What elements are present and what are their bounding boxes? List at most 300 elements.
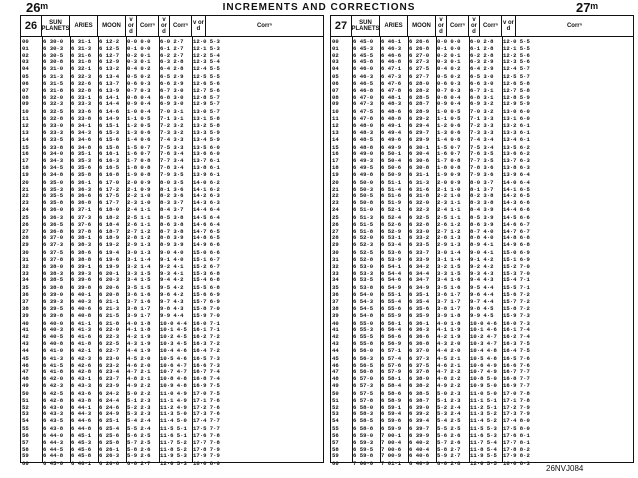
correction-cell: 6·2 2·7 <box>160 51 184 59</box>
seconds-cell: 60 <box>332 460 339 468</box>
correction-cell: 8·0 3·7 <box>470 178 494 186</box>
moon-cell: 6 38·0 <box>409 375 430 383</box>
aries-cell: 6 51·9 <box>381 199 402 207</box>
sun-planets-cell: 6 33·3 <box>43 128 64 136</box>
aries-cell: 6 49·4 <box>381 128 402 136</box>
seconds-cell: 01 <box>22 44 29 52</box>
correction-cell: 17·1 7·8 <box>503 396 530 404</box>
aries-cell: 6 56·1 <box>381 319 402 327</box>
seconds-cell: 22 <box>332 192 339 200</box>
moon-cell: 6 18·9 <box>99 234 120 242</box>
aries-cell: 6 57·6 <box>381 361 402 369</box>
correction-cell: 5·4 2·4 <box>127 417 151 425</box>
sun-planets-cell: 6 45·8 <box>353 58 374 66</box>
aries-cell: 6 35·8 <box>71 170 92 178</box>
correction-cell: 13·6 6·0 <box>193 150 220 158</box>
correction-cell: 0·1 0·0 <box>437 44 461 52</box>
aries-cell: 6 45·1 <box>71 432 92 439</box>
correction-cell: 6·3 2·9 <box>470 58 494 66</box>
correction-cell: 3·5 1·5 <box>127 284 151 292</box>
column-divider <box>502 36 503 462</box>
correction-cell: 3·4 1·5 <box>127 276 151 284</box>
correction-cell: 16·1 7·1 <box>193 326 220 334</box>
correction-cell: 0·6 0·3 <box>437 80 461 87</box>
moon-cell: 6 30·1 <box>409 143 430 151</box>
moon-cell: 6 16·5 <box>99 164 120 171</box>
correction-cell: 8·9 3·9 <box>160 241 184 249</box>
moon-cell: 6 12·2 <box>99 38 120 45</box>
correction-cell: 17·8 8·2 <box>503 445 530 453</box>
correction-cell: 11·3 5·2 <box>470 410 497 418</box>
sun-planets-cell: 6 42·0 <box>43 375 64 383</box>
seconds-cell: 18 <box>332 164 339 171</box>
correction-cell: 8·6 3·9 <box>470 220 494 228</box>
correction-cell: 15·5 7·1 <box>503 284 530 292</box>
aries-cell: 6 36·3 <box>71 185 92 193</box>
aries-cell: 6 35·1 <box>71 150 92 158</box>
moon-cell: 6 27·7 <box>409 73 430 81</box>
moon-cell: 6 29·7 <box>409 128 430 136</box>
aries-cell: 6 54·9 <box>381 284 402 292</box>
seconds-cell: 31 <box>332 256 339 263</box>
sun-planets-cell: 6 47·0 <box>353 93 374 101</box>
sun-planets-cell: 6 48·0 <box>353 122 374 129</box>
moon-cell: 6 24·2 <box>99 390 120 397</box>
correction-cell: 8·3 3·7 <box>160 199 184 207</box>
sun-planets-cell: 6 38·8 <box>43 284 64 292</box>
sun-planets-cell: 6 53·8 <box>353 284 374 292</box>
moon-cell: 6 40·9 <box>409 460 430 468</box>
correction-cell: 2·3 1·1 <box>437 199 461 207</box>
aries-cell: 6 53·9 <box>381 256 402 263</box>
correction-cell: 10·3 4·7 <box>470 340 497 347</box>
moon-cell: 6 37·8 <box>409 368 430 376</box>
correction-cell: 4·1 1·8 <box>127 326 151 334</box>
correction-cell: 15·2 6·7 <box>193 262 220 270</box>
correction-cell: 11·2 5·1 <box>470 403 497 411</box>
correction-cell: 4·8 2·1 <box>127 375 151 383</box>
correction-cell: 5·6 2·5 <box>127 432 151 439</box>
correction-cell: 6·4 2·8 <box>160 65 184 73</box>
moon-cell: 6 32·3 <box>409 206 430 213</box>
sun-planets-cell: 6 30·8 <box>43 58 64 66</box>
seconds-cell: 19 <box>22 170 29 178</box>
moon-cell: 6 31·8 <box>409 192 430 200</box>
aries-cell: 6 31·1 <box>71 38 92 45</box>
correction-cell: 10·0 4·6 <box>470 319 497 327</box>
correction-cell: 9·9 4·5 <box>470 311 494 319</box>
aries-cell: 6 49·6 <box>381 135 402 143</box>
seconds-cell: 26 <box>22 220 29 228</box>
seconds-cell: 13 <box>22 128 29 136</box>
moon-cell: 6 24·4 <box>99 396 120 404</box>
correction-cell: 14·3 6·6 <box>503 199 530 207</box>
aries-cell: 6 56·6 <box>381 333 402 341</box>
aries-cell: 6 37·8 <box>71 227 92 235</box>
seconds-cell: 27 <box>22 227 29 235</box>
seconds-cell: 22 <box>22 192 29 200</box>
seconds-cell: 33 <box>22 269 29 277</box>
seconds-cell: 11 <box>332 115 339 123</box>
correction-cell: 7·9 3·6 <box>470 170 494 178</box>
aries-cell: 6 50·4 <box>381 157 402 165</box>
table-row <box>331 460 633 467</box>
correction-cell: 5·1 2·3 <box>437 396 461 404</box>
moon-cell: 6 17·7 <box>99 199 120 207</box>
correction-cell: 12·1 5·5 <box>503 44 530 52</box>
correction-cell: 11·5 5·1 <box>160 425 187 433</box>
correction-cell: 10·0 4·4 <box>160 319 187 327</box>
correction-cell: 5·9 2·6 <box>127 452 151 460</box>
seconds-cell: 27 <box>332 227 339 235</box>
table-row <box>21 417 323 424</box>
column-divider <box>126 36 127 462</box>
correction-cell: 3·0 1·3 <box>127 249 151 257</box>
correction-cell: 5·1 2·3 <box>127 396 151 404</box>
correction-cell: 17·4 7·7 <box>193 417 220 425</box>
aries-cell: 6 54·1 <box>381 262 402 270</box>
correction-cell: 1·5 0·7 <box>127 143 151 151</box>
correction-cell: 13·7 6·3 <box>503 157 530 165</box>
correction-cell: 8·2 3·6 <box>160 192 184 200</box>
column-divider <box>70 36 71 462</box>
correction-cell: 13·7 6·1 <box>193 157 220 165</box>
correction-cell: 16·3 7·5 <box>503 340 530 347</box>
aries-cell: 6 46·1 <box>381 38 402 45</box>
sun-planets-cell: 6 31·0 <box>43 65 64 73</box>
aries-cell: 7 00·1 <box>381 432 402 439</box>
correction-cell: 14·7 6·7 <box>503 227 530 235</box>
seconds-cell: 58 <box>332 445 339 453</box>
correction-cell: 6·1 2·7 <box>160 44 184 52</box>
correction-cell: 10·6 4·9 <box>470 361 497 369</box>
aries-cell: 6 41·1 <box>71 319 92 327</box>
correction-cell: 0·9 0·4 <box>127 100 151 108</box>
aries-cell: 6 47·8 <box>381 86 402 94</box>
moon-cell: 6 38·2 <box>409 382 430 389</box>
correction-cell: 11·7 5·2 <box>160 438 187 446</box>
seconds-cell: 59 <box>22 452 29 460</box>
correction-cell: 1·9 0·9 <box>437 170 461 178</box>
correction-cell: 3·9 1·7 <box>127 311 151 319</box>
moon-cell: 6 16·1 <box>99 150 120 158</box>
sun-planets-cell: 6 36·0 <box>43 206 64 213</box>
table-row <box>21 460 323 467</box>
correction-cell: 8·6 3·8 <box>160 220 184 228</box>
aries-cell: 6 35·3 <box>71 157 92 165</box>
correction-cell: 6·4 2·9 <box>470 65 494 73</box>
correction-cell: 4·7 2·1 <box>127 368 151 376</box>
correction-cell: 10·5 4·8 <box>470 354 497 362</box>
aries-cell: 6 39·8 <box>71 284 92 292</box>
correction-cell: 14·0 6·2 <box>193 178 220 186</box>
sun-planets-cell: 6 52·8 <box>353 256 374 263</box>
sun-planets-cell: 6 38·0 <box>43 262 64 270</box>
aries-cell: 6 43·8 <box>71 396 92 404</box>
moon-cell: 6 38·5 <box>409 390 430 397</box>
correction-cell: 15·0 6·9 <box>503 249 530 257</box>
seconds-cell: 06 <box>332 80 339 87</box>
correction-cell: 5·0 2·2 <box>127 390 151 397</box>
correction-cell: 4·0 1·8 <box>437 319 461 327</box>
correction-cell: 17·8 7·9 <box>193 445 220 453</box>
correction-cell: 16·1 7·4 <box>503 326 530 334</box>
sun-planets-header: SUN PLANETS <box>352 16 380 36</box>
aries-cell: 6 47·6 <box>381 80 402 87</box>
sun-planets-cell: 6 43·8 <box>43 425 64 433</box>
aries-cell: 6 32·8 <box>71 86 92 94</box>
correction-cell: 8·4 3·9 <box>470 206 494 213</box>
moon-cell: 6 15·1 <box>99 122 120 129</box>
moon-cell: 6 39·9 <box>409 432 430 439</box>
correction-cell: 15·4 7·1 <box>503 276 530 284</box>
correction-cell: 5·4 2·5 <box>437 417 461 425</box>
correction-cell: 1·8 0·8 <box>127 164 151 171</box>
moon-cell: 6 37·5 <box>409 361 430 369</box>
sun-planets-cell: 6 59·3 <box>353 438 374 446</box>
moon-cell: 6 22·0 <box>99 326 120 334</box>
aries-cell: 6 45·3 <box>71 438 92 446</box>
corr-header: Corrⁿ <box>256 23 273 29</box>
correction-cell: 2·7 1·2 <box>437 227 461 235</box>
table-header <box>331 16 633 37</box>
aries-cell: 6 46·6 <box>381 51 402 59</box>
seconds-cell: 50 <box>332 390 339 397</box>
aries-cell: 6 56·9 <box>381 340 402 347</box>
correction-cell: 16·8 7·4 <box>193 375 220 383</box>
correction-cell: 12·7 5·6 <box>193 86 220 94</box>
correction-cell: 12·2 5·4 <box>193 51 220 59</box>
moon-cell: 6 13·9 <box>99 86 120 94</box>
seconds-cell: 14 <box>22 135 29 143</box>
correction-cell: 14·2 6·3 <box>193 192 220 200</box>
correction-cell: 0·7 0·3 <box>437 86 461 94</box>
aries-cell: 6 42·6 <box>71 361 92 369</box>
aries-cell: 6 55·9 <box>381 311 402 319</box>
correction-cell: 2·7 1·2 <box>127 227 151 235</box>
moon-cell: 6 28·2 <box>409 86 430 94</box>
correction-cell: 10·6 4·7 <box>160 361 187 369</box>
aries-cell: 6 42·1 <box>71 346 92 354</box>
aries-cell: 6 33·1 <box>71 93 92 101</box>
correction-cell: 14·0 6·4 <box>503 178 530 186</box>
correction-cell: 5·9 2·7 <box>437 452 461 460</box>
sun-planets-cell: 6 41·3 <box>43 354 64 362</box>
aries-cell: 7 00·4 <box>381 438 402 446</box>
correction-cell: 3·2 1·4 <box>127 262 151 270</box>
column-divider <box>436 36 437 462</box>
correction-cell: 2·0 0·9 <box>437 178 461 186</box>
correction-cell: 3·1 1·4 <box>437 256 461 263</box>
moon-cell: 6 33·0 <box>409 227 430 235</box>
correction-cell: 13·3 6·1 <box>503 128 530 136</box>
seconds-cell: 10 <box>332 108 339 116</box>
sun-planets-cell: 6 59·8 <box>353 452 374 460</box>
moon-cell: 6 16·3 <box>99 157 120 165</box>
sun-planets-cell: 6 41·0 <box>43 346 64 354</box>
sun-planets-cell: 6 55·3 <box>353 326 374 334</box>
moon-cell: 6 28·0 <box>409 80 430 87</box>
aries-cell: 6 39·1 <box>71 262 92 270</box>
seconds-cell: 08 <box>22 93 29 101</box>
correction-cell: 15·6 6·9 <box>193 291 220 299</box>
moon-cell: 6 17·2 <box>99 185 120 193</box>
aries-cell: 6 49·9 <box>381 143 402 151</box>
table-row <box>21 276 323 283</box>
seconds-cell: 55 <box>332 425 339 433</box>
sun-planets-cell: 6 34·0 <box>43 150 64 158</box>
moon-cell: 6 23·4 <box>99 368 120 376</box>
seconds-cell: 40 <box>22 319 29 327</box>
column-divider <box>352 36 353 462</box>
aries-cell: 6 36·6 <box>71 192 92 200</box>
correction-cell: 14·5 6·4 <box>193 214 220 221</box>
moon-cell: 6 20·8 <box>99 291 120 299</box>
moon-cell: 6 36·6 <box>409 333 430 341</box>
correction-cell: 7·4 3·3 <box>160 135 184 143</box>
aries-cell: 6 49·1 <box>381 122 402 129</box>
aries-cell: 6 52·6 <box>381 220 402 228</box>
moon-cell: 6 39·2 <box>409 410 430 418</box>
correction-cell: 8·0 3·5 <box>160 178 184 186</box>
correction-cell: 17·6 7·8 <box>193 432 220 439</box>
moon-cell: 6 22·3 <box>99 333 120 341</box>
seconds-cell: 26 <box>332 220 339 228</box>
sun-planets-cell: 6 45·3 <box>353 44 374 52</box>
aries-cell: 6 50·6 <box>381 164 402 171</box>
increments-table-27 <box>330 15 634 468</box>
sun-planets-cell: 6 47·3 <box>353 100 374 108</box>
correction-cell: 8·9 4·1 <box>470 241 494 249</box>
correction-cell: 14·6 6·7 <box>503 220 530 228</box>
table-row <box>21 136 323 143</box>
correction-cell: 6·6 2·9 <box>160 80 184 87</box>
moon-cell: 6 14·6 <box>99 108 120 116</box>
seconds-cell: 57 <box>332 438 339 446</box>
aries-cell: 6 44·1 <box>71 403 92 411</box>
seconds-cell: 39 <box>332 311 339 319</box>
correction-cell: 0·2 0·1 <box>127 51 151 59</box>
seconds-cell: 04 <box>332 65 339 73</box>
table-row <box>21 206 323 213</box>
correction-cell: 16·3 7·2 <box>193 340 220 347</box>
column-divider <box>380 36 381 462</box>
correction-cell: 2·5 1·1 <box>437 214 461 221</box>
sun-planets-cell: 6 54·5 <box>353 304 374 312</box>
correction-cell: 9·7 4·4 <box>470 298 494 305</box>
aries-cell: 6 51·6 <box>381 192 402 200</box>
aries-cell: 6 44·6 <box>71 417 92 425</box>
correction-cell: 2·1 1·0 <box>437 185 461 193</box>
aries-cell: 6 34·8 <box>71 143 92 151</box>
seconds-cell: 32 <box>332 262 339 270</box>
sun-planets-cell: 6 32·5 <box>43 108 64 116</box>
seconds-cell: 18 <box>22 164 29 171</box>
table-header <box>21 16 323 37</box>
aries-cell: 6 59·4 <box>381 410 402 418</box>
seconds-cell: 41 <box>332 326 339 334</box>
v-or-d-header: v or d <box>126 16 137 36</box>
correction-cell: 4·2 1·9 <box>437 333 461 341</box>
correction-cell: 17·0 7·8 <box>503 390 530 397</box>
sun-planets-cell: 6 58·0 <box>353 403 374 411</box>
moon-cell: 6 35·1 <box>409 291 430 299</box>
sun-planets-cell: 6 49·0 <box>353 150 374 158</box>
sun-planets-cell: 6 58·5 <box>353 417 374 425</box>
correction-cell: 9·6 4·4 <box>470 291 494 299</box>
correction-cell: 16·2 7·2 <box>193 333 220 341</box>
correction-cell: 13·0 5·7 <box>193 108 220 116</box>
correction-cell: 12·8 5·7 <box>193 93 220 101</box>
correction-cell: 6·8 3·1 <box>470 93 494 101</box>
correction-cell: 6·9 3·2 <box>470 100 494 108</box>
correction-cell: 16·4 7·5 <box>503 346 530 354</box>
correction-cell: 16·7 7·7 <box>503 368 530 376</box>
correction-cell: 0·2 0·1 <box>437 51 461 59</box>
correction-cell: 3·4 1·6 <box>437 276 461 284</box>
correction-cell: 12·3 5·6 <box>503 58 530 66</box>
sun-planets-cell: 7 00·0 <box>353 460 374 468</box>
column-divider <box>159 36 160 462</box>
aries-cell: 6 53·1 <box>381 234 402 242</box>
moon-cell: 6 33·9 <box>409 256 430 263</box>
seconds-cell: 40 <box>332 319 339 327</box>
correction-cell: 11·4 5·2 <box>470 417 497 425</box>
moon-cell: 6 34·2 <box>409 262 430 270</box>
correction-cell: 4·1 1·9 <box>437 326 461 334</box>
correction-cell: 14·2 6·5 <box>503 192 530 200</box>
correction-cell: 13·1 6·0 <box>503 115 530 123</box>
correction-cell: 15·7 7·2 <box>503 298 530 305</box>
correction-cell: 17·3 7·6 <box>193 410 220 418</box>
aries-cell: 6 38·1 <box>71 234 92 242</box>
correction-cell: 15·8 7·0 <box>193 304 220 312</box>
sun-planets-cell: 6 57·8 <box>353 396 374 404</box>
moon-cell: 6 24·9 <box>99 410 120 418</box>
correction-cell: 14·5 6·6 <box>503 214 530 221</box>
correction-cell: 13·2 6·1 <box>503 122 530 129</box>
correction-cell: 11·1 5·1 <box>470 396 497 404</box>
aries-cell: 6 37·3 <box>71 214 92 221</box>
correction-cell: 16·9 7·7 <box>503 382 530 389</box>
aries-cell: 6 35·6 <box>71 164 92 171</box>
correction-cell: 7·2 3·2 <box>160 122 184 129</box>
seconds-cell: 49 <box>22 382 29 389</box>
aries-cell: 6 42·8 <box>71 368 92 376</box>
aries-cell: 6 59·1 <box>381 403 402 411</box>
moon-cell: 6 14·4 <box>99 100 120 108</box>
correction-cell: 15·4 6·8 <box>193 276 220 284</box>
moon-cell: 6 27·3 <box>409 58 430 66</box>
moon-cell: 6 12·5 <box>99 44 120 52</box>
moon-cell: 6 15·6 <box>99 135 120 143</box>
sun-planets-cell: 6 31·8 <box>43 86 64 94</box>
sun-planets-cell: 6 50·3 <box>353 185 374 193</box>
sun-planets-cell: 6 51·5 <box>353 220 374 228</box>
correction-cell: 9·7 4·3 <box>160 298 184 305</box>
seconds-cell: 28 <box>22 234 29 242</box>
correction-cell: 7·8 3·6 <box>470 164 494 171</box>
aries-header: ARIES <box>70 16 98 36</box>
sun-planets-cell: 6 33·5 <box>43 135 64 143</box>
correction-cell: 5·7 2·6 <box>437 438 461 446</box>
correction-cell: 14·3 6·3 <box>193 199 220 207</box>
moon-cell: 6 20·6 <box>99 284 120 292</box>
moon-cell: 6 34·4 <box>409 269 430 277</box>
aries-cell: 6 40·3 <box>71 298 92 305</box>
table-row <box>331 276 633 283</box>
moon-cell: 6 40·6 <box>409 452 430 460</box>
